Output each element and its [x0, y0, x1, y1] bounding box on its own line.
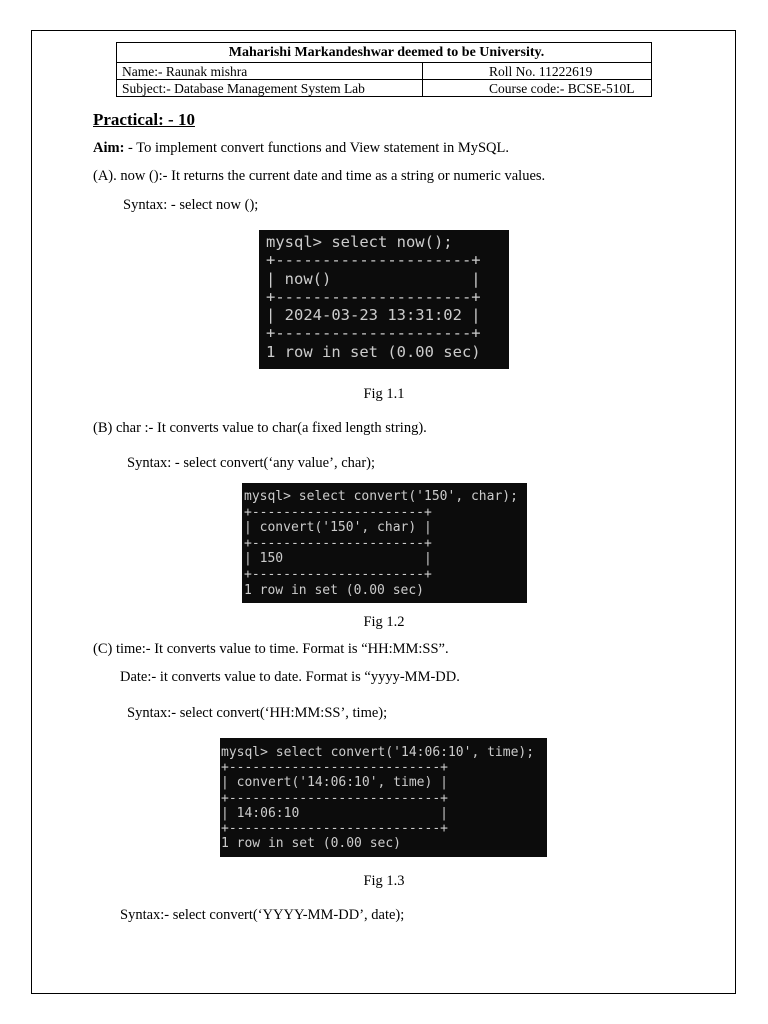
aim-label: Aim:	[93, 140, 125, 156]
section-c-time-syntax: Syntax:- select convert(‘HH:MM:SS’, time);	[127, 705, 388, 721]
aim-line	[93, 140, 509, 157]
terminal-now-output: mysql> select now(); +---------------------+ | now() | +---------------------+ | 2024-03-23 13:31:02 | +---------------------+ 1 row in set (0.00 sec)	[266, 233, 481, 361]
course-code: Course code:- BCSE-510L	[423, 80, 652, 97]
section-c-time-description: (C) time:- It converts value to time. Format is “HH:MM:SS”.	[93, 641, 449, 657]
fig-1-2-caption: Fig 1.2	[363, 614, 405, 630]
terminal-char	[242, 483, 527, 603]
roll-number: Roll No. 11222619	[423, 63, 652, 80]
student-name: Name:- Raunak mishra	[117, 63, 423, 80]
subject: Subject:- Database Management System Lab	[117, 80, 423, 97]
terminal-time	[220, 738, 547, 857]
header-table	[116, 42, 652, 97]
practical-title: Practical: - 10	[93, 110, 195, 129]
section-b-syntax: Syntax: - select convert(‘any value’, char);	[127, 455, 376, 471]
terminal-time-output: mysql> select convert('14:06:10', time); +---------------------------+ | convert('14:06:10', time) | +---------------------------+ | 14:06:10 | +---------------------------+ 1 row in set (0.00 sec)	[221, 745, 535, 852]
section-c-date-description: Date:- it converts value to date. Format is “yyyy-MM-DD.	[120, 669, 460, 685]
university-title: Maharishi Markandeshwar deemed to be University.	[117, 43, 652, 63]
section-b-description: (B) char :- It converts value to char(a fixed length string).	[93, 420, 427, 436]
aim-text: - To implement convert functions and View statement in MySQL.	[124, 140, 510, 156]
terminal-char-output: mysql> select convert('150', char); +----------------------+ | convert('150', char) | +----------------------+ | 150 | +----------------------+ 1 row in set (0.00 sec)	[244, 489, 518, 598]
section-c-date-syntax: Syntax:- select convert(‘YYYY-MM-DD’, date);	[120, 907, 405, 923]
terminal-now	[259, 230, 509, 369]
fig-1-3-caption: Fig 1.3	[363, 873, 405, 889]
section-a-syntax: Syntax: - select now ();	[123, 197, 259, 213]
section-a-description: (A). now ():- It returns the current date and time as a string or numeric values.	[93, 168, 546, 184]
fig-1-1-caption: Fig 1.1	[363, 386, 405, 402]
